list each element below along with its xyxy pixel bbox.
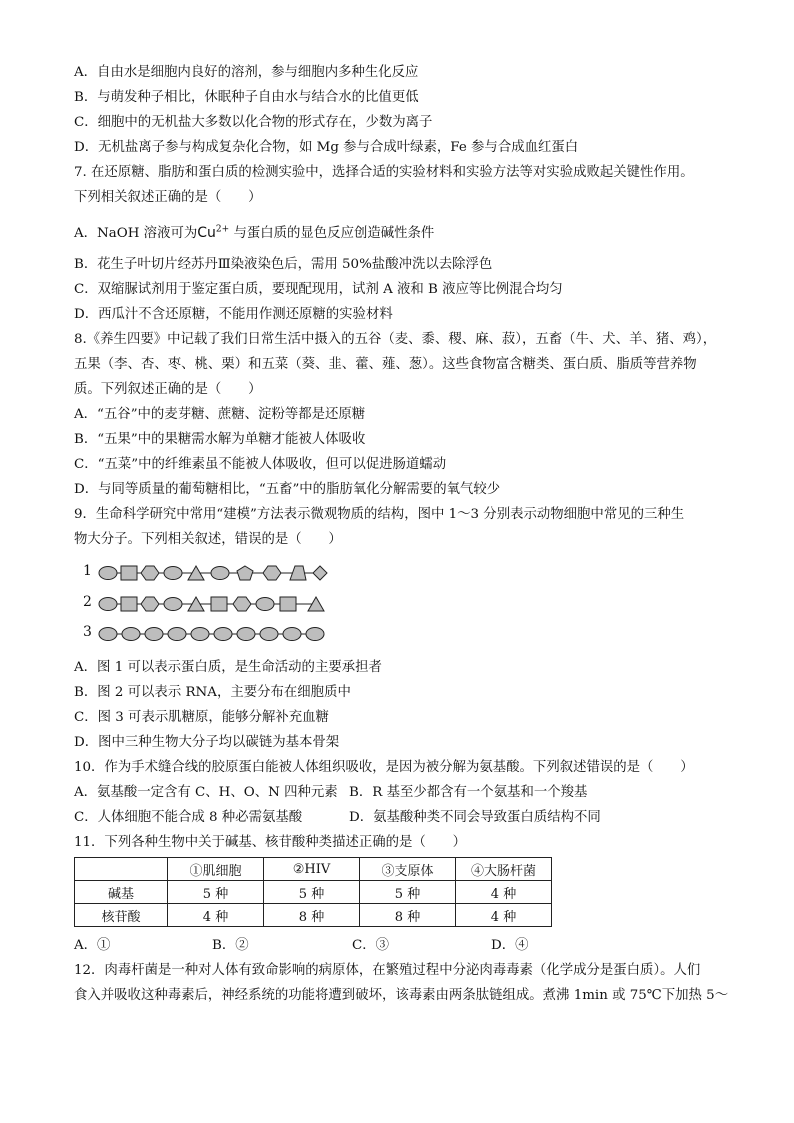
monomer-ellipse: [260, 628, 278, 641]
q11-option-c: C．③: [352, 938, 390, 953]
monomer-ellipse: [168, 628, 186, 641]
q9-option-a: A．图 1 可以表示蛋白质，是生命活动的主要承担者: [74, 660, 382, 675]
monomer-ellipse: [145, 628, 163, 641]
q8-stem-line2: 五果（李、杏、枣、桃、栗）和五菜（葵、韭、藿、薤、葱）。这些食物富含糖类、蛋白质、脂质等营养物: [74, 357, 697, 372]
table-cell: 4 种: [456, 904, 552, 927]
table-header-cell: [75, 858, 168, 881]
q8-stem-line3: 质。下列叙述正确的是（ ）: [74, 382, 262, 397]
monomer-square: [121, 597, 137, 611]
monomer-square: [211, 597, 227, 611]
table-row: [75, 904, 552, 927]
monomer-ellipse: [191, 628, 209, 641]
monomer-ellipse: [99, 628, 117, 641]
monomer-hexagon: [233, 597, 251, 611]
q7-option-b: B．花生子叶切片经苏丹Ⅲ染液染色后，需用 50%盐酸冲洗以去除浮色: [74, 257, 493, 272]
table-cell: 核苷酸: [75, 904, 168, 927]
q7-option-a-charge: 2+: [215, 224, 230, 235]
monomer-ellipse: [214, 628, 232, 641]
q6-option-a: A．自由水是细胞内良好的溶剂，参与细胞内多种生化反应: [74, 65, 419, 80]
table-cell: 8 种: [264, 904, 360, 927]
table-cell: 8 种: [360, 904, 456, 927]
q9-stem-line2: 物大分子。下列相关叙述，错误的是（ ）: [74, 532, 342, 547]
q6-option-c: C．细胞中的无机盐大多数以化合物的形式存在，少数为离子: [74, 115, 433, 130]
q11-stem: 11．下列各种生物中关于碱基、核苷酸种类描述正确的是（ ）: [74, 835, 466, 850]
table-cell: 碱基: [75, 881, 168, 904]
chain-label-1: 1: [83, 563, 92, 579]
q10-option-a: A．氨基酸一定含有 C、H、O、N 四种元素: [74, 785, 338, 800]
monomer-diamond: [313, 566, 327, 580]
q12-stem-line1: 12．肉毒杆菌是一种对人体有致命影响的病原体，在繁殖过程中分泌肉毒毒素（化学成分是蛋白质）。人们: [74, 963, 701, 978]
q6-option-b: B．与萌发种子相比，休眠种子自由水与结合水的比值更低: [74, 90, 419, 105]
q7-option-a-before: A．NaOH 溶液可为: [74, 226, 198, 241]
q11-option-b: B．②: [212, 938, 249, 953]
q6-option-d: D．无机盐离子参与构成复杂化合物，如 Mg 参与合成叶绿素，Fe 参与合成血红蛋白: [74, 140, 579, 155]
q10-option-d: D．氨基酸种类不同会导致蛋白质结构不同: [349, 810, 601, 825]
q8-option-b: B．“五果”中的果糖需水解为单糖才能被人体吸收: [74, 432, 366, 447]
table-header-row: [75, 858, 552, 881]
monomer-ellipse: [237, 628, 255, 641]
chain-label-3: 3: [83, 624, 92, 640]
q8-option-d: D．与同等质量的葡萄糖相比，“五畜”中的脂肪氧化分解需要的氧气较少: [74, 482, 501, 497]
q7-stem-line1: 7. 在还原糖、脂肪和蛋白质的检测实验中，选择合适的实验材料和实验方法等对实验成败起关键性作用。: [74, 165, 694, 180]
monomer-square: [121, 566, 137, 580]
chain-1-protein: [98, 562, 338, 584]
table-cell: 5 种: [264, 881, 360, 904]
monomer-ellipse: [256, 598, 274, 611]
q7-option-c: C．双缩脲试剂用于鉴定蛋白质，要现配现用，试剂 A 液和 B 液应等比例混合均匀: [74, 282, 563, 297]
table-header-cell: ①肌细胞: [168, 858, 264, 881]
table-cell: 4 种: [168, 904, 264, 927]
table-header-cell: ②HIV: [264, 858, 360, 881]
chain-3-glycogen: [98, 623, 338, 645]
table-row: [75, 881, 552, 904]
table-cell: 4 种: [456, 881, 552, 904]
monomer-hexagon: [141, 566, 159, 580]
table-header-cell: ③支原体: [360, 858, 456, 881]
q8-option-a: A．“五谷”中的麦芽糖、蔗糖、淀粉等都是还原糖: [74, 407, 366, 422]
monomer-ellipse: [283, 628, 301, 641]
q9-stem-line1: 9．生命科学研究中常用“建模”方法表示微观物质的结构，图中 1～3 分别表示动物细胞中常见的三种生: [74, 507, 685, 522]
q10-option-b: B．R 基至少都含有一个氨基和一个羧基: [349, 785, 588, 800]
q7-option-a: [74, 224, 434, 243]
q7-option-d: D．西瓜汁不含还原糖，不能用作测还原糖的实验材料: [74, 307, 393, 322]
base-nucleotide-table: [74, 857, 552, 927]
q7-option-a-cu: Cu: [197, 225, 216, 241]
q9-option-b: B．图 2 可以表示 RNA，主要分布在细胞质中: [74, 685, 351, 700]
q7-option-a-after: 与蛋白质的显色反应创造碱性条件: [229, 226, 435, 241]
q10-stem: 10．作为手术缝合线的胶原蛋白能被人体组织吸收，是因为被分解为氨基酸。下列叙述错误的是（ ）: [74, 760, 694, 775]
monomer-square: [280, 597, 296, 611]
chain-2-rna: [98, 593, 338, 615]
monomer-ellipse: [306, 628, 324, 641]
monomer-trapezoid: [290, 566, 306, 580]
q11-option-a: A．①: [74, 938, 111, 953]
monomer-hexagon: [263, 566, 281, 580]
q8-stem-line1: 8.《养生四要》中记载了我们日常生活中摄入的五谷（麦、黍、稷、麻、菽），五畜（牛、犬、羊、猪、鸡），: [74, 332, 717, 347]
monomer-pentagon: [237, 566, 253, 580]
monomer-ellipse: [164, 598, 182, 611]
q11-option-d: D．④: [491, 938, 529, 953]
monomer-ellipse: [211, 567, 229, 580]
table-cell: 5 种: [168, 881, 264, 904]
monomer-ellipse: [99, 598, 117, 611]
table-cell: 5 种: [360, 881, 456, 904]
table-header-cell: ④大肠杆菌: [456, 858, 552, 881]
q7-stem-line2: 下列相关叙述正确的是（ ）: [74, 190, 262, 205]
monomer-ellipse: [99, 567, 117, 580]
monomer-hexagon: [141, 597, 159, 611]
q9-option-d: D．图中三种生物大分子均以碳链为基本骨架: [74, 735, 340, 750]
q12-stem-line2: 食入并吸收这种毒素后，神经系统的功能将遭到破坏，该毒素由两条肽链组成。煮沸 1min 或 75℃下加热 5～: [74, 988, 729, 1003]
q10-option-c: C．人体细胞不能合成 8 种必需氨基酸: [74, 810, 303, 825]
monomer-ellipse: [164, 567, 182, 580]
q9-option-c: C．图 3 可表示肌糖原，能够分解补充血糖: [74, 710, 329, 725]
monomer-ellipse: [122, 628, 140, 641]
q8-option-c: C．“五菜”中的纤维素虽不能被人体吸收，但可以促进肠道蠕动: [74, 457, 447, 472]
chain-label-2: 2: [83, 594, 92, 610]
